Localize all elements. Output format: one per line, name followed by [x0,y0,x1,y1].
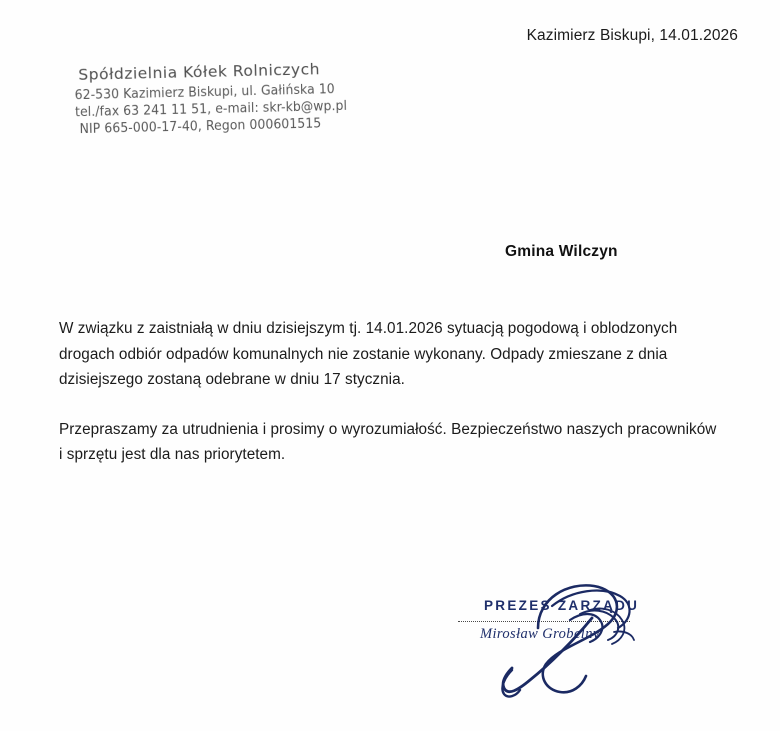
body-paragraph-1: W związku z zaistniałą w dniu dzisiejszym tj. 14.01.2026 sytuacją pogodową i oblodzonych drogach odbiór odpadów komunalnych nie zostanie wykonany. Odpady zmieszane z dnia dzisiejszego zostaną odebrane w dniu 17 stycznia. [59,320,678,388]
signature-rule [458,621,630,622]
body-paragraph-2: Przepraszamy za utrudnienia i prosimy o wyrozumiałość. Bezpieczeństwo naszych pracowników i sprzętu jest dla nas priorytetem. [59,420,717,463]
signatory-name: Mirosław Grobelny [480,626,600,642]
stamp-identifiers: NIP 665-000-17-40, Regon 000601515 [79,114,322,137]
company-stamp [74,60,348,137]
stamp-address: 62-530 Kazimierz Biskupi, ul. Gałińska 10 [74,80,335,103]
signatory-title: PREZES ZARZĄDU [484,598,640,613]
addressee-name: Gmina Wilczyn [505,243,618,260]
stamp-organization-name: Spółdzielnia Kółek Rolniczych [78,60,321,84]
stamp-contact: tel./fax 63 241 11 51, e-mail: skr-kb@wp.pl [74,96,348,120]
letter-body [59,316,717,468]
date-location-line: Kazimierz Biskupi, 14.01.2026 [526,27,738,44]
signature-block [448,576,678,706]
